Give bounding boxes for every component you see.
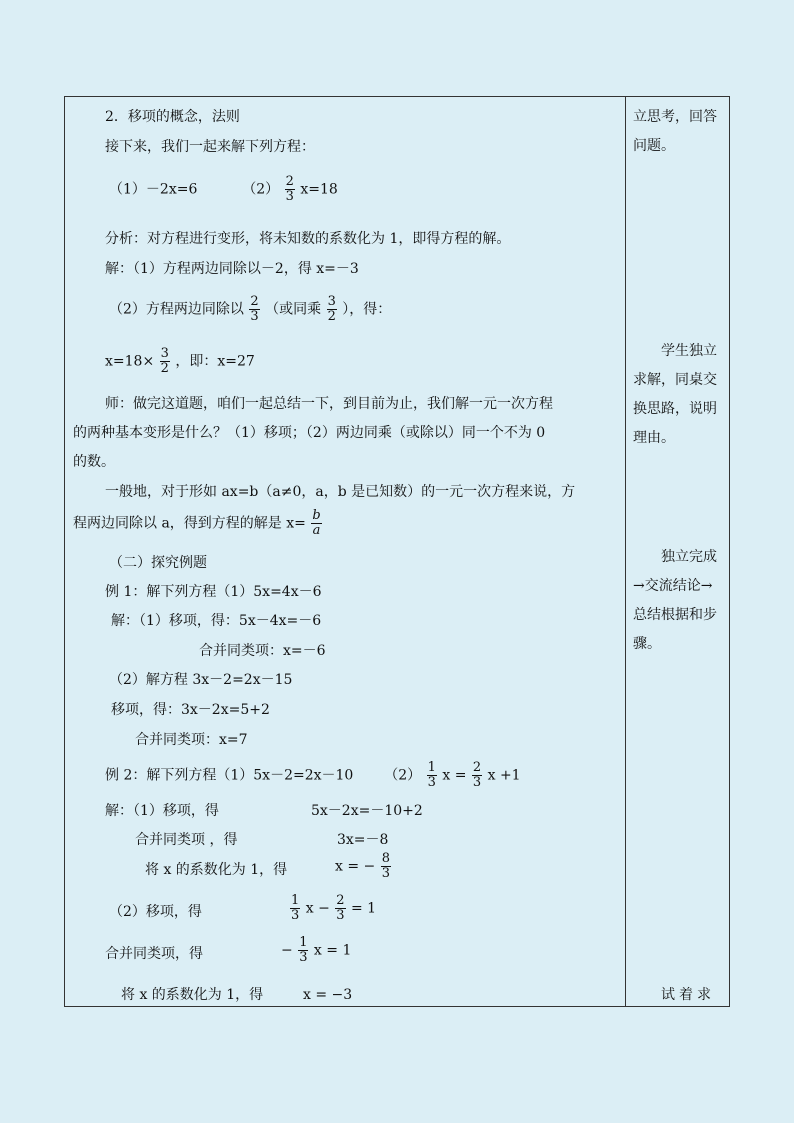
eq2-fraction: $\frac{2}{3}$ xyxy=(285,174,294,204)
section-title: 2．移项的概念，法则 xyxy=(105,109,240,125)
example2-step-3-text: x = − xyxy=(335,858,376,875)
solve-result-line xyxy=(105,347,255,376)
solve-result-a: x=18× xyxy=(105,353,155,370)
example2-step-2-eq: 3x=－8 xyxy=(337,832,389,848)
example2-part3-label: 合并同类项，得 xyxy=(105,946,203,962)
example2-part3-end: x = 1 xyxy=(313,942,352,959)
solve2-fraction-2: $\frac{3}{2}$ xyxy=(327,294,336,324)
example2-text-a: 例 2：解下列方程（1）5x－2=2x－10 xyxy=(105,767,354,784)
example2-step-2-label: 合并同类项 ，得 xyxy=(135,832,238,848)
example2-fraction-1: $\frac{1}{3}$ xyxy=(427,760,436,790)
example2-text-c: x = xyxy=(442,767,467,784)
solve2-fraction-1: $\frac{2}{3}$ xyxy=(250,294,259,324)
column-divider xyxy=(625,97,626,1006)
example2-text-d: x +1 xyxy=(487,767,521,784)
example1-line: 例 1：解下列方程（1）5x=4x－6 xyxy=(105,584,322,600)
example2-part3-fraction: $\frac{1}{3}$ xyxy=(299,935,308,965)
example2-line xyxy=(105,761,521,790)
example2-part3-neg: − xyxy=(281,942,293,959)
solve2-text-c: ），得： xyxy=(342,301,392,318)
analysis-line: 分析：对方程进行变形，将未知数的系数化为 1，即得方程的解。 xyxy=(105,231,511,247)
teacher-line-1: 师：做完这道题，咱们一起总结一下，到目前为止，我们解一元一次方程 xyxy=(105,396,553,412)
solve-line-1: 解：（1）方程两边同除以－2，得 x=－3 xyxy=(105,261,359,277)
eq2-suffix: x=18 xyxy=(300,181,338,198)
eq2-prefix: （2） xyxy=(242,181,280,198)
example1-step-1: 解：（1）移项，得：5x－4x=－6 xyxy=(111,613,322,629)
example2-step-3-label: 将 x 的系数化为 1，得 xyxy=(145,862,288,878)
example2-part2-label: （2）移项，得 xyxy=(109,904,202,920)
teacher-line-3: 的数。 xyxy=(73,454,115,470)
general-text: 程两边同除以 a，得到方程的解是 x= xyxy=(73,515,306,532)
solve2-text-a: （2）方程两边同除以 xyxy=(109,301,244,318)
example2-part4-eq: x = −3 xyxy=(303,987,353,1003)
example2-text-b: （2） xyxy=(384,767,422,784)
example1-part2-step-1: 移项，得：3x－2x=5+2 xyxy=(111,702,270,718)
side-note-1: 立思考，回答问题。 xyxy=(633,109,717,154)
example2-step-1-eq: 5x－2x=－10+2 xyxy=(311,803,423,819)
example2-part2-fraction-2: $\frac{2}{3}$ xyxy=(336,893,345,923)
equation-line-1 xyxy=(109,175,338,204)
subsection-title: （二）探究例题 xyxy=(109,555,207,571)
example1-part2: （2）解方程 3x－2=2x－15 xyxy=(109,672,293,688)
example2-step-1-label: 解：（1）移项，得 xyxy=(105,803,219,819)
general-fraction: $\frac{b}{a}$ xyxy=(312,508,321,538)
example2-step-3-eq xyxy=(335,852,392,881)
general-line-2 xyxy=(73,509,323,538)
intro-line: 接下来，我们一起来解下列方程： xyxy=(105,139,315,155)
example2-part2-end: = 1 xyxy=(351,900,377,917)
general-line-1: 一般地，对于形如 ax=b（a≠0，a，b 是已知数）的一元一次方程来说，方 xyxy=(105,484,576,500)
solve2-text-b: （或同乘 xyxy=(265,301,322,318)
eq1-text: （1）－2x=6 xyxy=(109,181,198,198)
teacher-line-2: 的两种基本变形是什么？（1）移项；（2）两边同乘（或除以）同一个不为 0 xyxy=(73,425,546,441)
example2-part2-mid: x − xyxy=(305,900,330,917)
lesson-table xyxy=(64,96,730,1007)
example1-step-2: 合并同类项：x=－6 xyxy=(199,643,326,659)
example2-part2-fraction-1: $\frac{1}{3}$ xyxy=(291,893,300,923)
solve-result-fraction: $\frac{3}{2}$ xyxy=(160,346,169,376)
example2-part2-eq xyxy=(289,894,376,923)
side-note-4: 试着求 xyxy=(661,987,715,1003)
side-note-2: 学生独立求解，同桌交换思路，说明理由。 xyxy=(633,343,717,446)
side-note-3: 独立完成→交流结论→总结根据和步骤。 xyxy=(633,549,717,652)
example1-part2-step-2: 合并同类项：x=7 xyxy=(135,732,248,748)
solve-line-2 xyxy=(109,295,391,324)
solve-result-b: ，即：x=27 xyxy=(175,353,255,370)
example2-step-3-fraction: $\frac{8}{3}$ xyxy=(381,851,390,881)
example2-part3-eq xyxy=(281,936,351,965)
example2-fraction-2: $\frac{2}{3}$ xyxy=(472,760,482,790)
example2-part4-label: 将 x 的系数化为 1，得 xyxy=(121,987,264,1003)
